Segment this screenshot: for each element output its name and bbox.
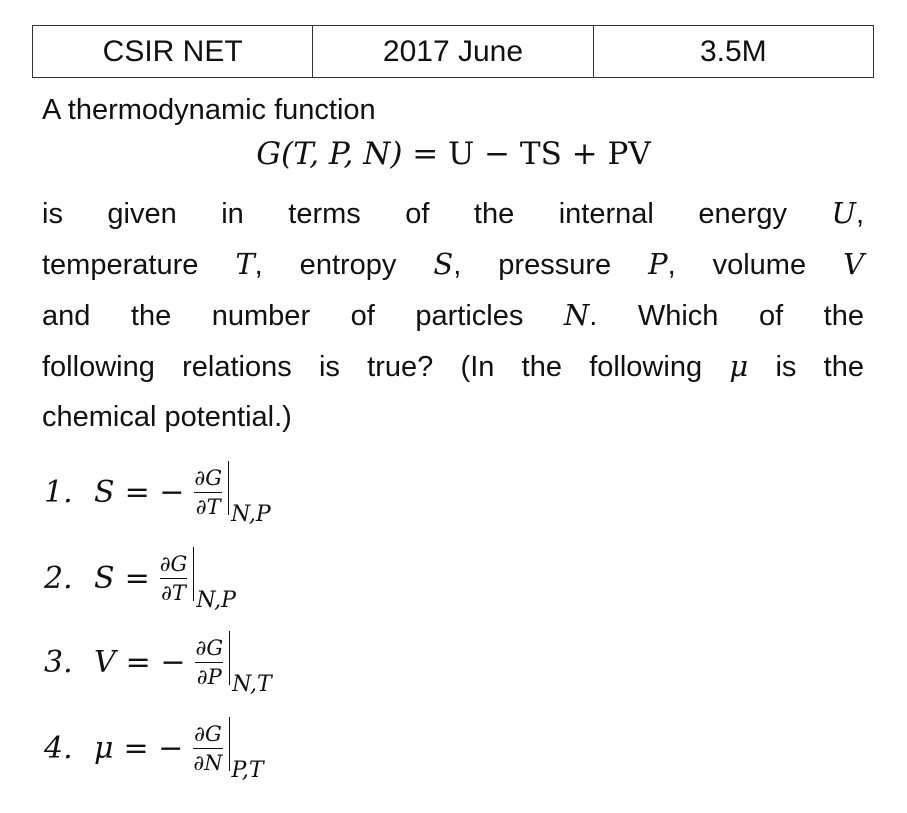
line1-tail: , bbox=[855, 198, 864, 230]
option-operator: = bbox=[124, 560, 150, 596]
fraction-denominator: ∂N bbox=[193, 750, 223, 775]
line4-b: is the bbox=[775, 351, 864, 383]
line2-b: , entropy bbox=[254, 249, 397, 281]
var-P: P bbox=[648, 247, 668, 281]
option-number: 4. bbox=[44, 730, 73, 766]
question-line-2 bbox=[42, 239, 864, 291]
line2-d: , volume bbox=[667, 249, 807, 281]
evaluation-bar bbox=[228, 461, 229, 515]
option-number: 2. bbox=[44, 560, 73, 596]
line2-a: temperature bbox=[42, 249, 199, 281]
option-lhs: S bbox=[94, 560, 115, 596]
question-line-1 bbox=[42, 188, 864, 240]
exam-session: 2017 June bbox=[313, 26, 593, 77]
evaluation-bar bbox=[229, 631, 230, 685]
question-line-4 bbox=[42, 341, 864, 393]
gibbs-equation bbox=[0, 136, 907, 172]
option-4[interactable] bbox=[44, 718, 264, 783]
held-constant-subscript: P,T bbox=[231, 757, 264, 783]
equation-lhs: G(T, P, N) bbox=[256, 136, 403, 172]
partial-fraction bbox=[195, 636, 223, 689]
fraction-numerator: ∂G bbox=[159, 551, 188, 576]
var-N: N bbox=[563, 298, 590, 332]
option-operator: = − bbox=[125, 644, 186, 680]
option-1[interactable] bbox=[44, 462, 271, 527]
var-V: V bbox=[843, 247, 865, 281]
option-lhs: S bbox=[94, 474, 115, 510]
held-constant-subscript: N,P bbox=[231, 501, 271, 527]
evaluation-bar bbox=[193, 547, 194, 601]
line4-a: following relations is true? (In the following bbox=[42, 351, 703, 383]
option-lhs: μ bbox=[94, 730, 114, 766]
var-mu: μ bbox=[729, 349, 749, 383]
var-T: T bbox=[235, 247, 255, 281]
partial-fraction bbox=[194, 466, 222, 519]
line2-c: , pressure bbox=[453, 249, 612, 281]
var-S: S bbox=[433, 247, 454, 281]
header-table bbox=[32, 25, 874, 78]
fraction-denominator: ∂T bbox=[161, 580, 186, 605]
line3-b: . Which of the bbox=[589, 300, 864, 332]
fraction-denominator: ∂T bbox=[195, 494, 221, 519]
line3-a: and the number of particles bbox=[42, 300, 524, 332]
partial-fraction bbox=[160, 552, 188, 605]
question-intro: A thermodynamic function bbox=[42, 94, 376, 126]
partial-fraction bbox=[193, 722, 222, 775]
fraction-numerator: ∂G bbox=[194, 721, 222, 746]
line1-text: is given in terms of the internal energy bbox=[42, 198, 787, 230]
option-number: 3. bbox=[44, 644, 73, 680]
fraction-numerator: ∂G bbox=[194, 465, 223, 490]
var-U: U bbox=[831, 196, 856, 230]
option-operator: = − bbox=[124, 474, 185, 510]
question-line-5: chemical potential.) bbox=[42, 401, 292, 433]
question-line-3 bbox=[42, 290, 864, 342]
held-constant-subscript: N,P bbox=[196, 587, 236, 613]
fraction-denominator: ∂P bbox=[196, 664, 222, 689]
option-2[interactable] bbox=[44, 548, 236, 613]
question-marks: 3.5M bbox=[699, 34, 767, 68]
option-number: 1. bbox=[44, 474, 73, 510]
exam-name: CSIR NET bbox=[33, 26, 313, 77]
evaluation-bar bbox=[229, 717, 230, 771]
option-3[interactable] bbox=[44, 632, 272, 697]
option-lhs: V bbox=[94, 644, 116, 680]
equation-rhs: = U − TS + PV bbox=[412, 136, 651, 172]
option-operator: = − bbox=[123, 730, 184, 766]
fraction-numerator: ∂G bbox=[195, 635, 224, 660]
held-constant-subscript: N,T bbox=[232, 671, 272, 697]
